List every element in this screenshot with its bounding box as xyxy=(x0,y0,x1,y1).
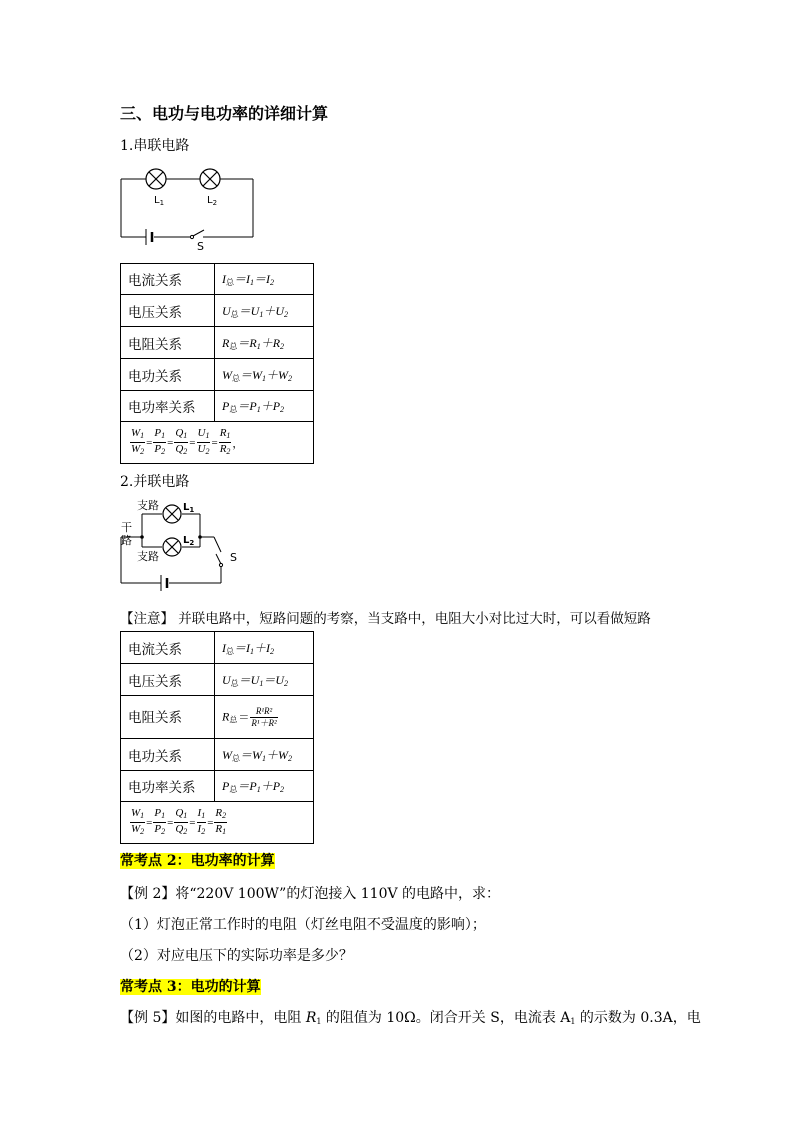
lamp-l1-icon xyxy=(163,505,181,523)
branch-top-label: 支路 xyxy=(137,499,159,512)
example-5-text: 【例 5】如图的电路中，电阻 R1 的阻值为 10Ω。闭合开关 S，电流表 A1 的示数为 0.3A，电 xyxy=(120,1010,701,1026)
relation-formula: U总＝U1＝U2 xyxy=(215,664,314,696)
switch-label: S xyxy=(197,240,204,252)
relation-formula: I总＝I1＝I2 xyxy=(215,264,314,295)
relation-formula: P总＝P1＋P2 xyxy=(215,391,314,422)
table-row xyxy=(121,771,314,802)
example-2-text: 【例 2】将“220V 100W”的灯泡接入 110V 的电路中，求： xyxy=(120,886,501,902)
table-row xyxy=(121,359,314,391)
switch-icon xyxy=(190,230,204,239)
relation-label: 电功关系 xyxy=(121,359,215,391)
lamp-l2-icon xyxy=(200,169,220,189)
parallel-circuit-diagram xyxy=(115,494,265,592)
question-1-text: （1）灯泡正常工作时的电阻（灯丝电阻不受温度的影响）； xyxy=(120,917,486,933)
relation-label: 电阻关系 xyxy=(121,696,215,739)
lamp-l2-icon xyxy=(163,538,181,556)
series-circuit-diagram xyxy=(115,160,265,252)
table-row xyxy=(121,739,314,771)
question-2-text: （2）对应电压下的实际功率是多少？ xyxy=(120,948,353,964)
table-row xyxy=(121,422,314,464)
relation-label: 电功率关系 xyxy=(121,391,215,422)
series-relations-table xyxy=(120,263,314,464)
relation-formula: P总＝P1＋P2 xyxy=(215,771,314,802)
relation-formula: W总＝W1＋W2 xyxy=(215,739,314,771)
relation-formula: U总＝U1＋U2 xyxy=(215,295,314,327)
lamp-l1-label: $L_1$ xyxy=(183,502,195,514)
relation-formula: R总＝R1＋R2 xyxy=(215,327,314,359)
relation-label: 电阻关系 xyxy=(121,327,215,359)
series-circuit-title: 1.串联电路 xyxy=(120,138,190,154)
table-row xyxy=(121,632,314,664)
relation-formula: I总＝I1＋I2 xyxy=(215,632,314,664)
relation-label: 电功率关系 xyxy=(121,771,215,802)
relation-label: 电压关系 xyxy=(121,664,215,696)
switch-icon xyxy=(216,554,223,567)
relation-label: 电压关系 xyxy=(121,295,215,327)
key-point-3-highlight: 常考点 3：电功的计算 xyxy=(120,979,261,995)
parallel-circuit-title: 2.并联电路 xyxy=(120,474,190,490)
table-row xyxy=(121,696,314,739)
ratio-formula: $\frac{W1}{W2}$ = $\frac{P1}{P2}$ = $\frac{Q1}{Q2}$ = $\frac{I1}{I2}$ = $\frac{R2}{R1}$ xyxy=(121,802,314,844)
key-point-2-highlight: 常考点 2：电功率的计算 xyxy=(120,853,275,869)
table-row xyxy=(121,391,314,422)
branch-bottom-label: 支路 xyxy=(137,550,159,563)
battery-icon xyxy=(146,229,152,245)
note-text: 【注意】 并联电路中，短路问题的考察，当支路中，电阻大小对比过大时，可以看做短路 xyxy=(120,611,651,627)
lamp-l2-label: $L_2$ xyxy=(207,195,218,207)
lamp-l1-label: $L_1$ xyxy=(154,195,165,207)
relation-label: 电流关系 xyxy=(121,632,215,664)
relation-label: 电功关系 xyxy=(121,739,215,771)
table-row xyxy=(121,295,314,327)
parallel-relations-table xyxy=(120,631,314,844)
lamp-l1-icon xyxy=(146,169,166,189)
battery-icon xyxy=(161,575,167,591)
table-row xyxy=(121,264,314,295)
table-row xyxy=(121,327,314,359)
relation-formula: R总＝ $\frac{\text{R¹R²}}{\text{R¹＋R²}}$ xyxy=(215,696,314,739)
section-heading: 三、电功与电功率的详细计算 xyxy=(120,104,329,123)
table-row xyxy=(121,664,314,696)
switch-label: S xyxy=(230,551,237,564)
trunk-label-bottom: 路 xyxy=(121,534,132,547)
relation-label: 电流关系 xyxy=(121,264,215,295)
trunk-label-top: 干 xyxy=(121,521,132,534)
relation-formula: W总＝W1＋W2 xyxy=(215,359,314,391)
table-row xyxy=(121,802,314,844)
ratio-formula: $\frac{W1}{W2}$ = $\frac{P1}{P2}$ = $\frac{Q1}{Q2}$ = $\frac{U1}{U2}$ = $\frac{R1}{R2}$ ， xyxy=(121,422,314,464)
lamp-l2-label: $L_2$ xyxy=(183,535,195,547)
